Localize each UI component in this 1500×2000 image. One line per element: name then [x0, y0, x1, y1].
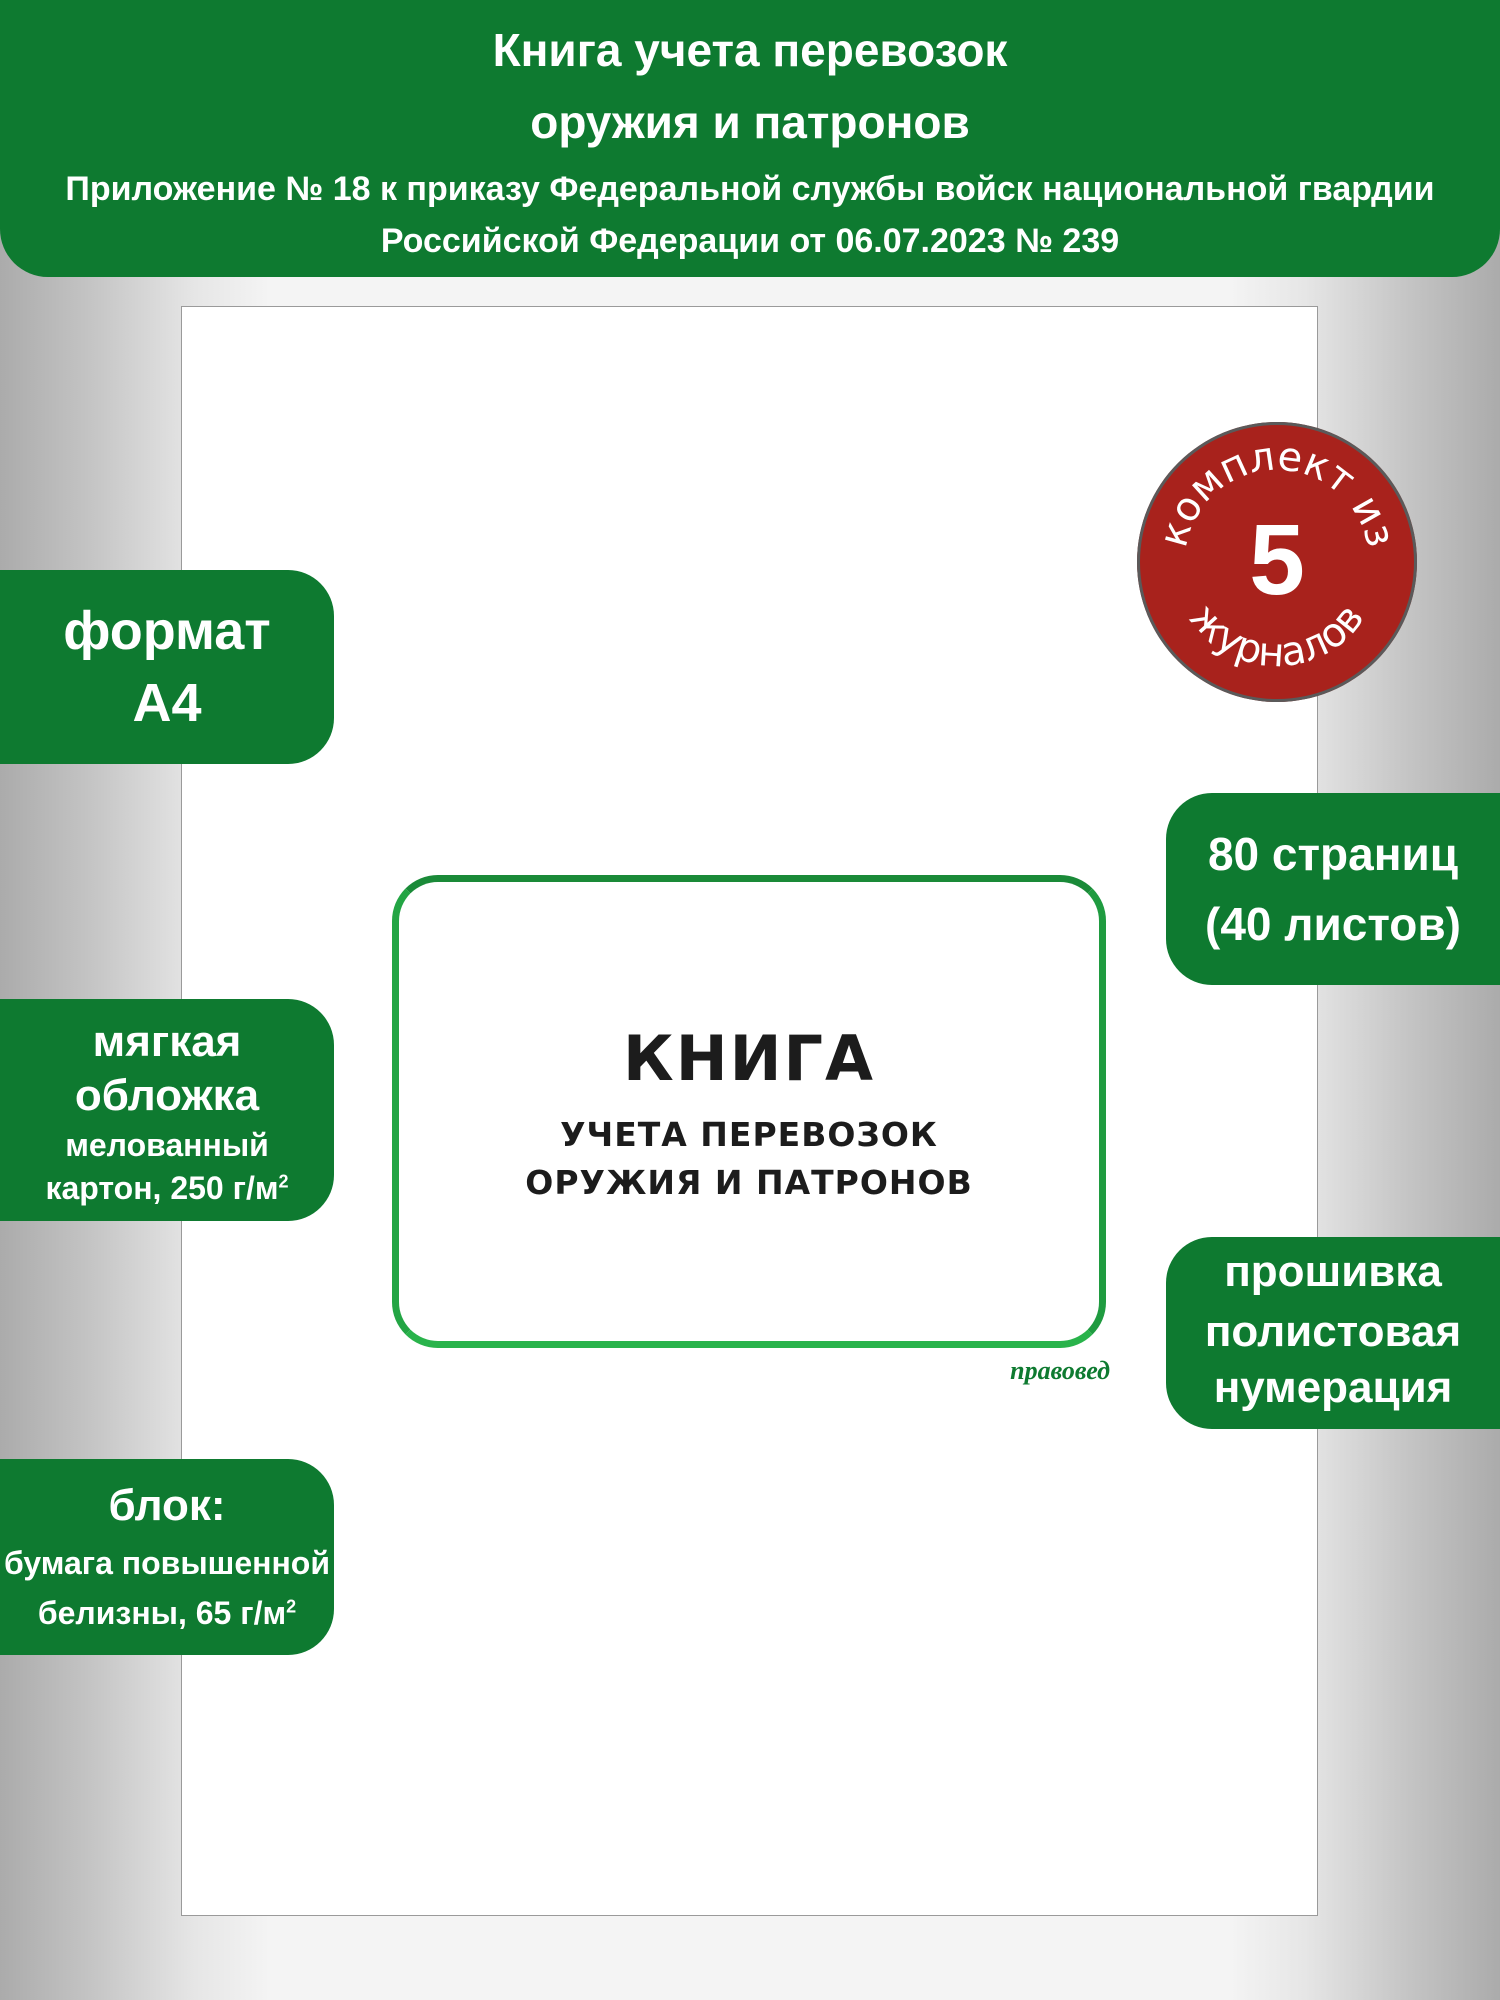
badge-top-textpath: комплект из: [1150, 433, 1404, 552]
binding-line3: нумерация: [1213, 1363, 1453, 1412]
cover-type-line4: [0, 1170, 334, 1207]
set-of-5-badge: [1137, 422, 1417, 702]
block-line2: бумага повышенной: [4, 1545, 330, 1581]
pages-line2: (40 листов): [1205, 898, 1461, 950]
badge-graphic: [1137, 422, 1417, 702]
block-superscript: 2: [286, 1596, 297, 1617]
header-subtitle-line1: Приложение № 18 к приказу Федеральной службы войск национальной гвардии: [65, 170, 1435, 208]
block-line3: [0, 1595, 334, 1632]
cover-type-superscript: 2: [278, 1171, 289, 1192]
block-line3-text: белизны, 65 г/м: [37, 1595, 287, 1631]
pages-tab: [1166, 793, 1500, 985]
format-tab: [0, 570, 334, 764]
binding-line1: прошивка: [1224, 1247, 1442, 1296]
block-line1: блок:: [108, 1481, 226, 1530]
header-subtitle-line2: Российской Федерации от 06.07.2023 № 239: [380, 222, 1120, 260]
cover-type-line3: мелованный: [65, 1127, 269, 1163]
brand-logo: правовед: [1010, 1356, 1110, 1385]
cover-type-line1: мягкая: [92, 1017, 242, 1066]
cover-title: КНИГА: [623, 1022, 875, 1095]
header-banner: [0, 0, 1500, 277]
header-title-line1: Книга учета перевозок: [492, 24, 1008, 76]
badge-bottom-textpath: журналов: [1180, 594, 1374, 677]
header-title-line2: оружия и патронов: [530, 96, 970, 148]
binding-line2: полистовая: [1204, 1307, 1462, 1356]
cover-type-line4-text: картон, 250 г/м: [45, 1170, 279, 1206]
cover-type-tab: [0, 999, 334, 1221]
block-tab: [0, 1459, 334, 1655]
format-line2: А4: [132, 673, 202, 733]
binding-tab: [1166, 1237, 1500, 1429]
format-line1: формат: [63, 601, 271, 661]
pages-line1: 80 страниц: [1207, 828, 1459, 880]
cover-title-frame: [392, 875, 1106, 1348]
cover-subtitle-line2: ОРУЖИЯ И ПАТРОНОВ: [525, 1163, 973, 1202]
badge-number: 5: [1249, 504, 1305, 616]
cover-subtitle-line1: УЧЕТА ПЕРЕВОЗОК: [560, 1115, 938, 1154]
cover-type-line2: обложка: [74, 1071, 260, 1120]
